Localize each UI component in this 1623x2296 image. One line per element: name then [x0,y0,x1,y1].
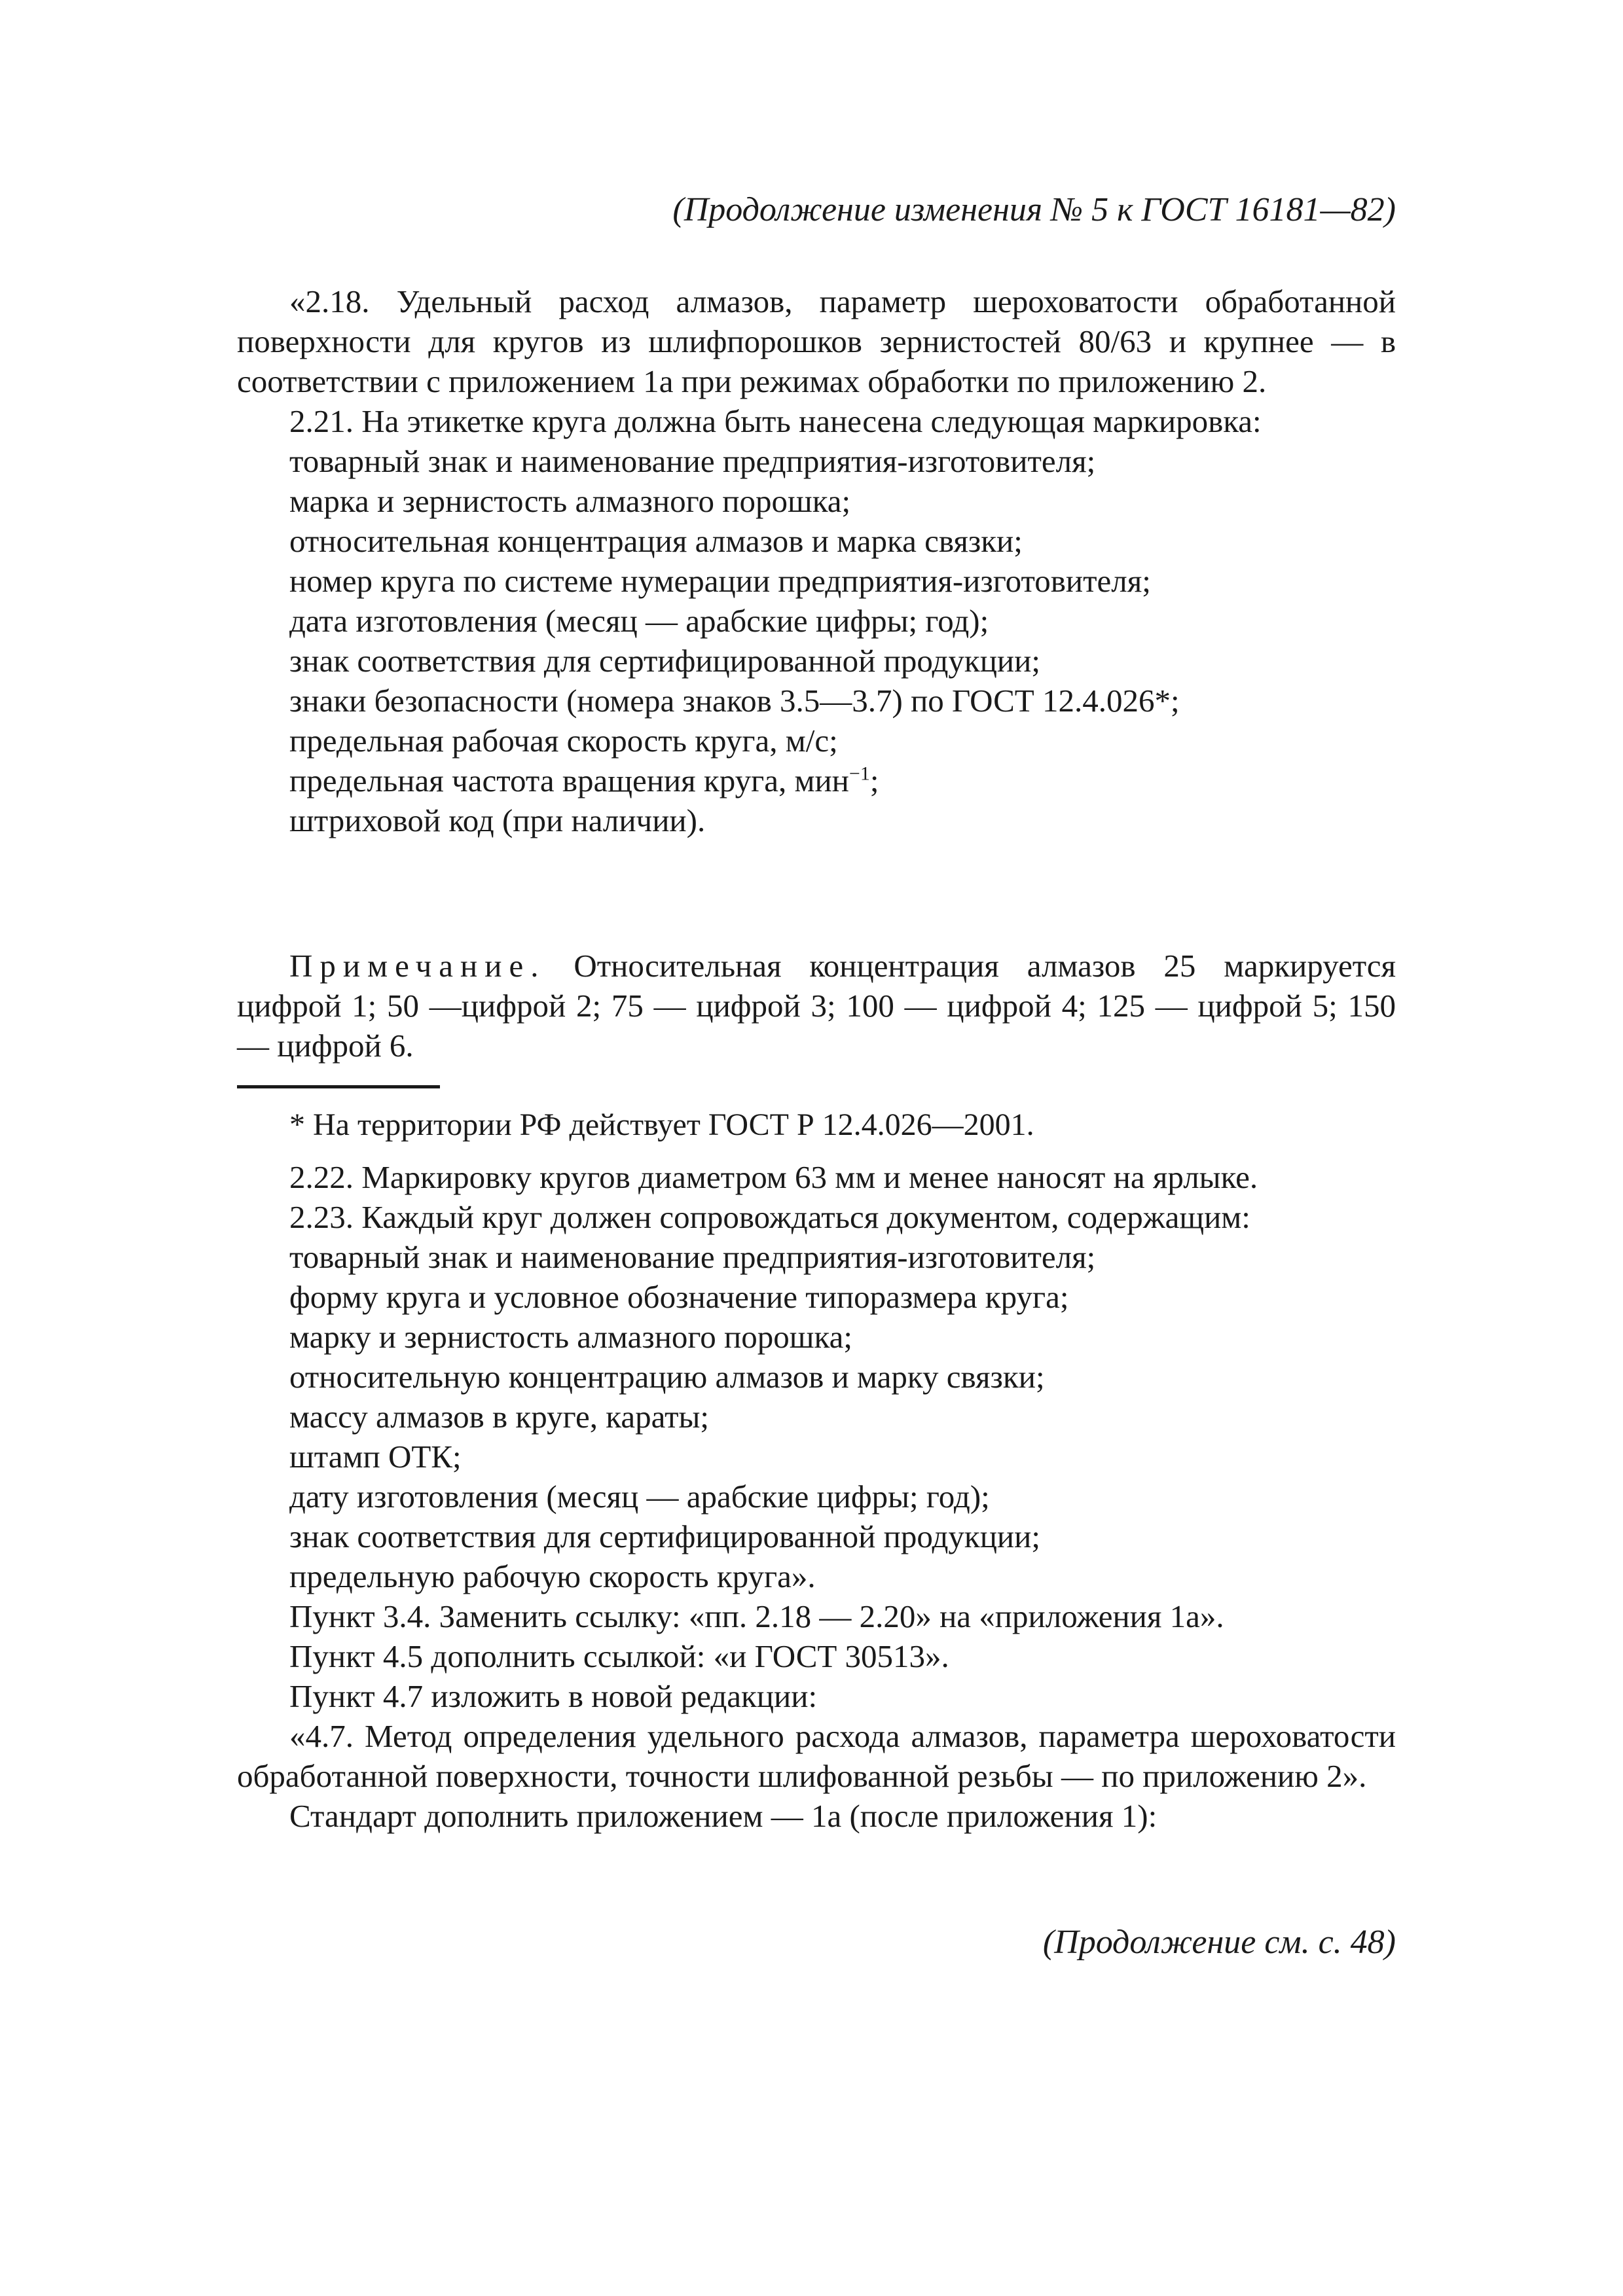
frequency-tail: ; [869,762,879,798]
document-item: марку и зернистость алмазного порошка; [289,1319,852,1355]
footnote: * На территории РФ действует ГОСТ Р 12.4.026—2001. [289,1107,1034,1142]
document-item: штамп ОТК; [289,1439,462,1475]
document-item: товарный знак и наименование предприятия-изготовителя; [289,1239,1096,1275]
marking-item: дата изготовления (месяц — арабские цифры; год); [289,603,989,639]
clause-3-4: Пункт 3.4. Заменить ссылку: «пп. 2.18 — 2.20» на «приложения 1а». [289,1598,1224,1634]
amendment-block-1 [237,281,1396,840]
marking-item: знаки безопасности (номера знаков 3.5—3.7) по ГОСТ 12.4.026*; [289,683,1180,719]
clause-4-5: Пункт 4.5 дополнить ссылкой: «и ГОСТ 30513». [289,1638,949,1674]
document-item: относительную концентрацию алмазов и марку связки; [289,1359,1045,1395]
document-item: форму круга и условное обозначение типоразмера круга; [289,1279,1069,1315]
running-header: (Продолжение изменения № 5 к ГОСТ 16181—82) [672,191,1396,228]
marking-item: штриховой код (при наличии). [289,802,706,838]
clause-4-7: Пункт 4.7 изложить в новой редакции: [289,1678,818,1714]
document-item: дату изготовления (месяц — арабские цифры; год); [289,1479,990,1515]
footnote-rule [237,1085,440,1088]
marking-item: номер круга по системе нумерации предприятия-изготовителя; [289,563,1151,599]
document-item: знак соответствия для сертифицированной продукции; [289,1518,1040,1554]
running-footer: (Продолжение см. с. 48) [1042,1924,1396,1961]
frequency-text: предельная частота вращения круга, мин [289,762,849,798]
marking-item-frequency [237,761,1396,800]
marking-item: марка и зернистость алмазного порошка; [289,483,851,519]
note-block [237,946,1396,1066]
paragraph-2-23: 2.23. Каждый круг должен сопровождаться документом, содержащим: [289,1199,1250,1235]
note-paragraph [237,946,1396,1066]
document-page [237,0,1396,2296]
paragraph-2-22: 2.22. Маркировку кругов диаметром 63 мм и менее наносят на ярлыке. [289,1159,1258,1195]
amendment-block-2 [237,1157,1396,1836]
frequency-exponent: −1 [848,762,870,785]
document-item: предельную рабочую скорость круга». [289,1558,816,1594]
marking-item: товарный знак и наименование предприятия-изготовителя; [289,443,1096,479]
note-text: Относительная концентрация алмазов 25 маркируется цифрой 1; 50 —цифрой 2; 75 — цифрой 3; 100 — цифрой 4; 125 — цифрой 5; 150 — цифрой 6. [237,948,1396,1064]
paragraph-4-7: «4.7. Метод определения удельного расхода алмазов, параметра шероховатости обработанной поверхности, точности шлифованной резьбы — по приложению 2». [237,1718,1396,1794]
marking-item: относительная концентрация алмазов и марка связки; [289,523,1023,559]
note-label: Примечание. [289,948,546,984]
standard-addition: Стандарт дополнить приложением — 1а (после приложения 1): [289,1798,1158,1834]
marking-item: знак соответствия для сертифицированной продукции; [289,643,1040,679]
marking-item: предельная рабочая скорость круга, м/с; [289,723,838,759]
document-item: массу алмазов в круге, караты; [289,1399,710,1435]
paragraph-2-21: 2.21. На этикетке круга должна быть нанесена следующая маркировка: [289,403,1262,439]
paragraph-2-18: «2.18. Удельный расход алмазов, параметр шероховатости обработанной поверхности для кругов из шлифпорошков зернистостей 80/63 и крупнее — в соответствии с приложением 1а при режимах обработки по приложению 2. [237,283,1396,399]
